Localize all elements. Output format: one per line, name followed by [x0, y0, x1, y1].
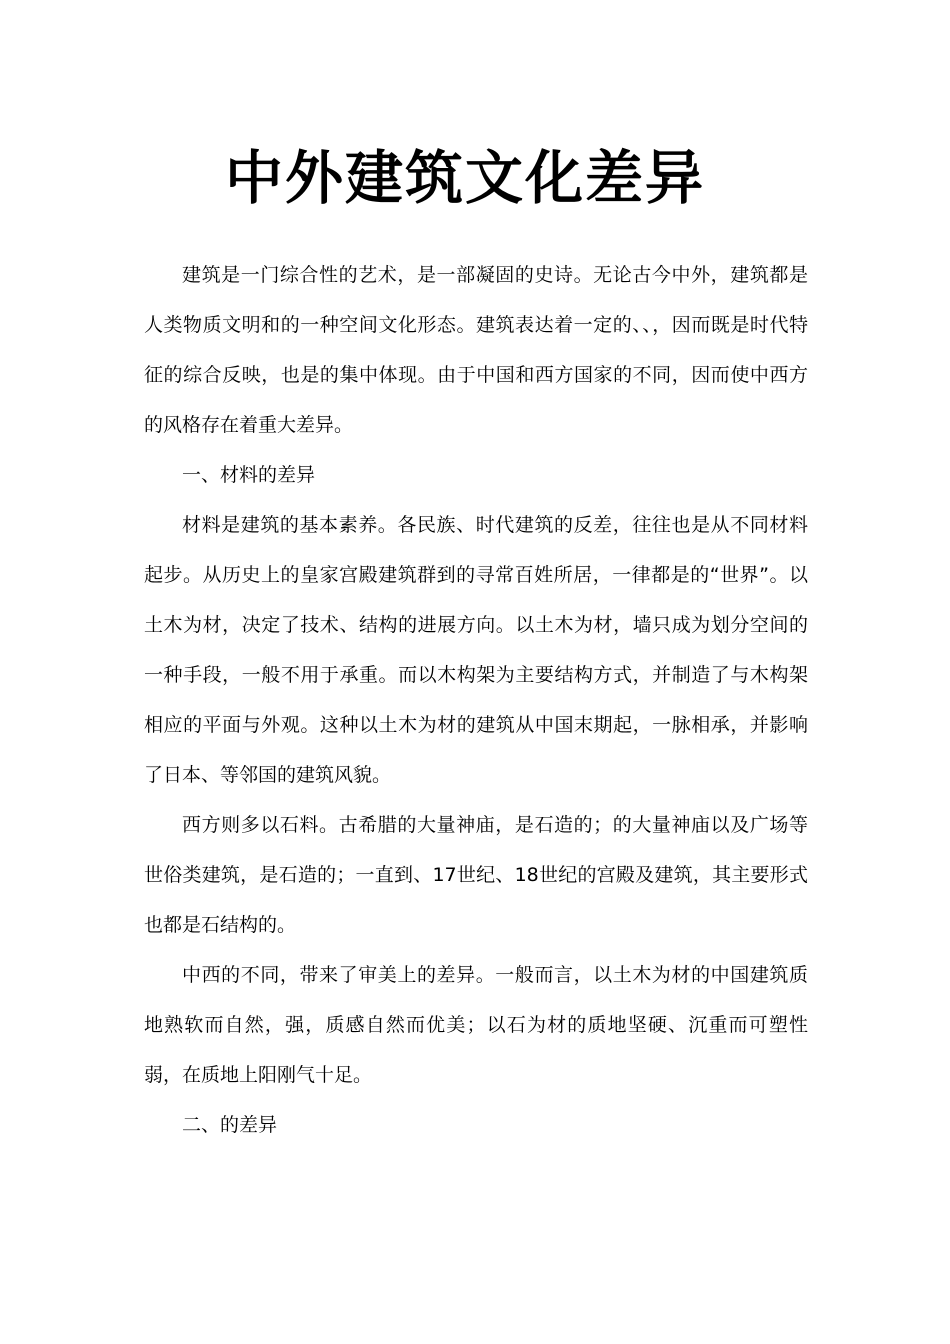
- paragraph-aesthetic-difference: 中西的不同，带来了审美上的差异。一般而言，以土木为材的中国建筑质地熟软而自然，强，质感自然而优美；以石为材的质地坚硬、沉重而可塑性弱，在质地上阳刚气十足。: [144, 964, 808, 1086]
- document-title: 中外建筑文化差异: [224, 144, 705, 212]
- paragraph-western-materials: 西方则多以石料。古希腊的大量神庙，是石造的；的大量神庙以及广场等世俗类建筑，是石造的；一直到、17世纪、18世纪的宫殿及建筑，其主要形式也都是石结构的。: [144, 814, 808, 936]
- paragraph-chinese-materials: 材料是建筑的基本素养。各民族、时代建筑的反差，往往也是从不同材料起步。从历史上的皇家宫殿建筑群到的寻常百姓所居，一律都是的“世界”。以土木为材，决定了技术、结构的进展方向。以土木为材，墙只成为划分空间的一种手段，一般不用于承重。而以木构架为主要结构方式，并制造了与木构架相应的平面与外观。这种以土木为材的建筑从中国末期起，一脉相承，并影响了日本、等邻国的建筑风貌。: [144, 514, 808, 786]
- document-body: [144, 250, 808, 1150]
- section-heading-second: 二、的差异: [182, 1114, 278, 1136]
- section-heading-materials: 一、材料的差异: [182, 464, 316, 486]
- paragraph-intro: 建筑是一门综合性的艺术，是一部凝固的史诗。无论古今中外，建筑都是人类物质文明和的一种空间文化形态。建筑表达着一定的、、，因而既是时代特征的综合反映，也是的集中体现。由于中国和西方国家的不同，因而使中西方的风格存在着重大差异。: [144, 264, 808, 436]
